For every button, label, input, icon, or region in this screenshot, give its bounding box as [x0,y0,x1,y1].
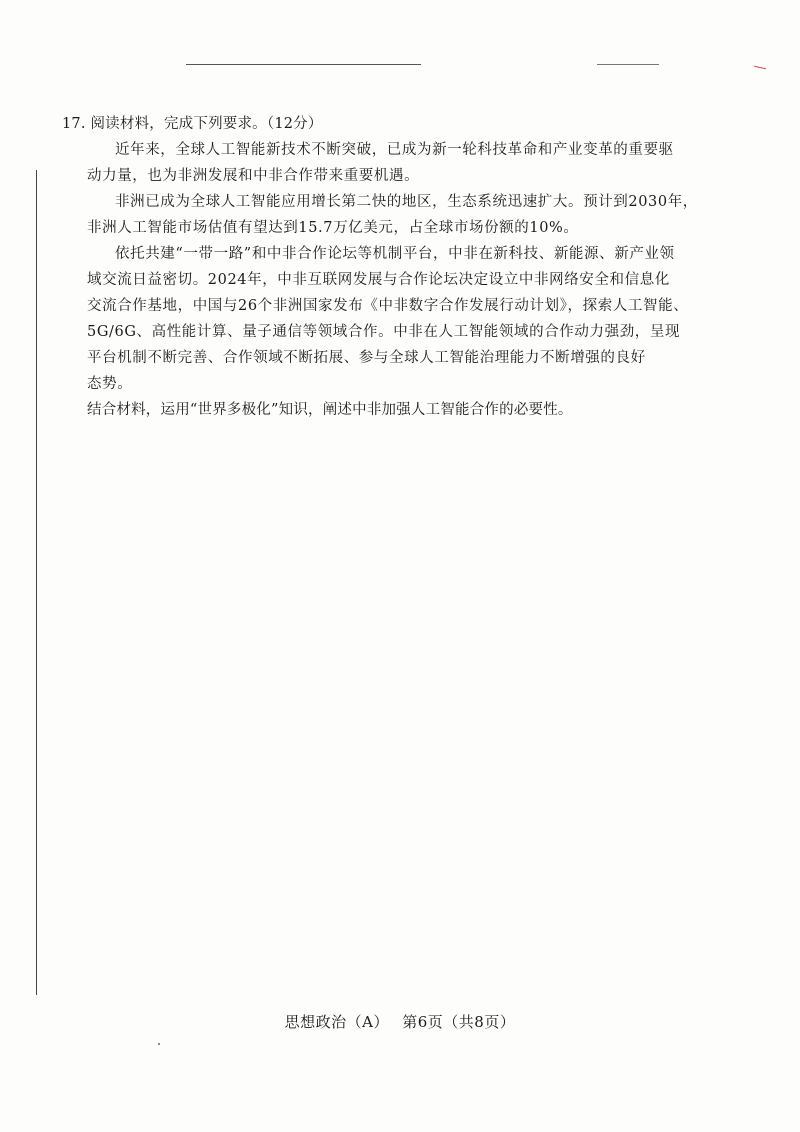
top-rule-short [597,64,659,65]
material-paragraph-3: 依托共建“一带一路”和中非合作论坛等机制平台，中非在新科技、新能源、新产业领 域交流日益密切。2024年，中非互联网发展与合作论坛决定设立中非网络安全和信息化 交流合作基地，中国与26个非洲国家发布《中非数字合作发展行动计划》，探索人工智能、 5G/6G、高性能计算、量子通信等领域合作。中非在人工智能领域的合作动力强劲，呈现 平台机制不断完善、合作领域不断拓展、参与全球人工智能治理能力不断增强的良好 态势。 [87,246,689,392]
scan-speck [158,1043,160,1045]
footer-page-number: 第6页（共8页） [402,1013,516,1031]
question-title: 17. 阅读材料，完成下列要求。（12分） [62,116,323,132]
binding-line [36,170,37,995]
corner-mark [754,66,766,69]
material-paragraph-2: 非洲已成为全球人工智能应用增长第二快的地区，生态系统迅速扩大。预计到2030年， 非洲人工智能市场估值有望达到15.7万亿美元，占全球市场份额的10%。 [87,194,698,236]
footer-subject: 思想政治（A） [284,1013,389,1031]
question-17 [62,111,702,423]
question-task: 结合材料，运用“世界多极化”知识，阐述中非加强人工智能合作的必要性。 [87,402,573,418]
top-rule [186,64,421,65]
material-paragraph-1: 近年来，全球人工智能新技术不断突破，已成为新一轮科技革命和产业变革的重要驱 动力量，也为非洲发展和中非合作带来重要机遇。 [87,142,674,184]
page-footer [0,1011,800,1032]
